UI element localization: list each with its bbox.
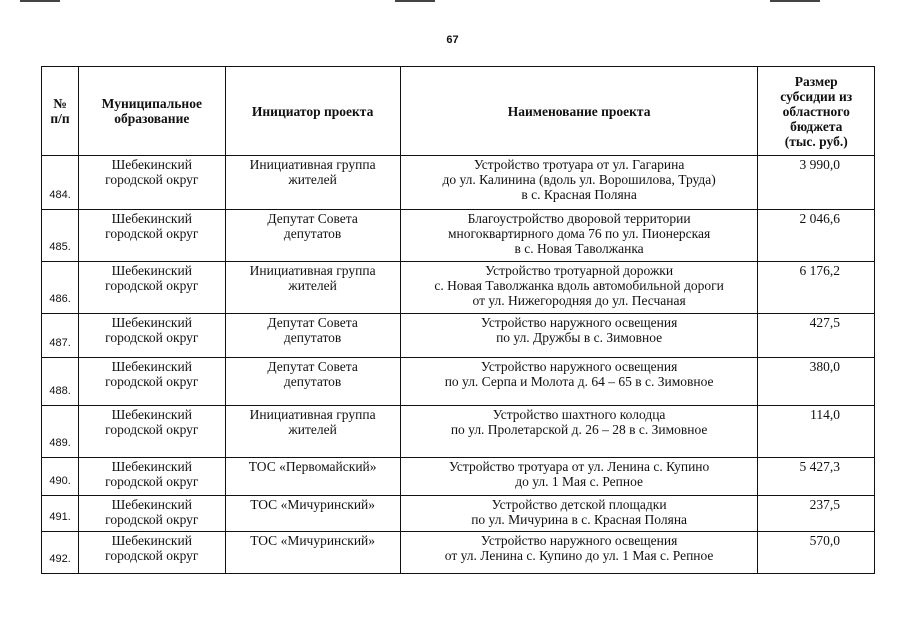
- cell-project: [400, 314, 758, 358]
- cell-municipality: [79, 210, 225, 262]
- cell-municipality: [79, 496, 225, 532]
- cell-municipality: [79, 314, 225, 358]
- cell-subsidy-amount: 5 427,3: [758, 458, 875, 496]
- cell-initiator: [225, 406, 400, 458]
- text-line: Шебекинский: [111, 407, 192, 422]
- text-line: Благоустройство дворовой территории: [467, 211, 691, 226]
- header-subsidy: [758, 67, 875, 156]
- cell-subsidy-amount: 380,0: [758, 358, 875, 406]
- text-line: городской округ: [105, 548, 199, 563]
- text-line: городской округ: [105, 226, 199, 241]
- text-line: городской округ: [105, 278, 199, 293]
- text-line: до ул. 1 Мая с. Репное: [515, 474, 643, 489]
- cell-project: [400, 262, 758, 314]
- scan-edge-mid: [395, 0, 435, 2]
- text-line: №: [53, 96, 67, 111]
- cell-subsidy-amount: 114,0: [758, 406, 875, 458]
- text-line: Инициатор проекта: [251, 103, 374, 119]
- cell-subsidy-amount: 427,5: [758, 314, 875, 358]
- text-line: депутатов: [283, 374, 342, 389]
- text-line: Устройство тротуара от ул. Гагарина: [473, 157, 685, 172]
- text-line: от ул. Нижегородняя до ул. Песчаная: [472, 293, 686, 308]
- cell-project: [400, 156, 758, 210]
- text-line: Инициативная группа: [249, 263, 376, 278]
- cell-municipality: [79, 406, 225, 458]
- cell-initiator: [225, 156, 400, 210]
- text-line: бюджета: [790, 118, 843, 134]
- text-line: жителей: [288, 172, 337, 187]
- header-initiator: [225, 67, 400, 156]
- table-row: [42, 496, 875, 532]
- text-line: городской округ: [105, 330, 199, 345]
- text-line: Депутат Совета: [267, 359, 358, 374]
- text-line: до ул. Калинина (вдоль ул. Ворошилова, Труда): [442, 172, 716, 187]
- row-number: 491.: [42, 496, 79, 532]
- table-header: [42, 67, 875, 156]
- cell-initiator: [225, 314, 400, 358]
- text-line: городской округ: [105, 512, 199, 527]
- table-row: [42, 532, 875, 574]
- text-line: Устройство тротуарной дорожки: [485, 263, 674, 278]
- text-line: депутатов: [283, 226, 342, 241]
- cell-project: [400, 496, 758, 532]
- row-number: 489.: [42, 406, 79, 458]
- cell-municipality: [79, 358, 225, 406]
- text-line: Устройство наружного освещения: [480, 315, 678, 330]
- text-line: ТОС «Первомайский»: [248, 459, 377, 474]
- text-line: по ул. Мичурина в с. Красная Поляна: [471, 512, 688, 527]
- cell-subsidy-amount: 237,5: [758, 496, 875, 532]
- table-row: [42, 314, 875, 358]
- text-line: Устройство тротуара от ул. Ленина с. Купино: [448, 459, 710, 474]
- text-line: в с. Красная Поляна: [521, 187, 637, 202]
- text-line: Шебекинский: [111, 157, 192, 172]
- text-line: Устройство наружного освещения: [480, 359, 678, 374]
- row-number: 488.: [42, 358, 79, 406]
- row-number: 492.: [42, 532, 79, 574]
- text-line: п/п: [50, 111, 70, 126]
- header-municipality: [79, 67, 225, 156]
- text-line: Размер: [794, 73, 838, 89]
- table-row: [42, 210, 875, 262]
- subsidy-table: [41, 66, 875, 574]
- text-line: Устройство наружного освещения: [480, 533, 678, 548]
- row-number: 485.: [42, 210, 79, 262]
- text-line: от ул. Ленина с. Купино до ул. 1 Мая с. Репное: [444, 548, 714, 563]
- text-line: Инициативная группа: [249, 407, 376, 422]
- text-line: ТОС «Мичуринский»: [250, 497, 376, 512]
- text-line: Устройство шахтного колодца: [492, 407, 666, 422]
- text-line: городской округ: [105, 422, 199, 437]
- row-number: 484.: [42, 156, 79, 210]
- cell-initiator: [225, 210, 400, 262]
- cell-subsidy-amount: 2 046,6: [758, 210, 875, 262]
- text-line: Шебекинский: [111, 359, 192, 374]
- text-line: многоквартирного дома 76 по ул. Пионерская: [447, 226, 711, 241]
- text-line: по ул. Дружбы в с. Зимовное: [496, 330, 663, 345]
- text-line: Шебекинский: [111, 459, 192, 474]
- cell-initiator: [225, 458, 400, 496]
- cell-project: [400, 458, 758, 496]
- table-row: [42, 156, 875, 210]
- cell-subsidy-amount: 6 176,2: [758, 262, 875, 314]
- header-project: [400, 67, 758, 156]
- cell-municipality: [79, 532, 225, 574]
- text-line: Депутат Совета: [267, 315, 358, 330]
- text-line: областного: [782, 103, 850, 119]
- text-line: Депутат Совета: [267, 211, 358, 226]
- text-line: городской округ: [105, 474, 199, 489]
- page-number: 67: [446, 34, 459, 46]
- table-row: [42, 406, 875, 458]
- table-body: [42, 156, 875, 574]
- cell-subsidy-amount: 3 990,0: [758, 156, 875, 210]
- cell-subsidy-amount: 570,0: [758, 532, 875, 574]
- text-line: по ул. Серпа и Молота д. 64 – 65 в с. Зимовное: [444, 374, 714, 389]
- row-number: 490.: [42, 458, 79, 496]
- cell-project: [400, 406, 758, 458]
- cell-project: [400, 210, 758, 262]
- cell-initiator: [225, 358, 400, 406]
- text-line: (тыс. руб.): [784, 133, 848, 149]
- table-row: [42, 358, 875, 406]
- table-row: [42, 458, 875, 496]
- text-line: в с. Новая Таволжанка: [514, 241, 644, 256]
- cell-municipality: [79, 458, 225, 496]
- text-line: Наименование проекта: [507, 103, 651, 119]
- text-line: депутатов: [283, 330, 342, 345]
- cell-initiator: [225, 532, 400, 574]
- text-line: Шебекинский: [111, 263, 192, 278]
- text-line: Инициативная группа: [249, 157, 376, 172]
- text-line: городской округ: [105, 374, 199, 389]
- row-number: 487.: [42, 314, 79, 358]
- text-line: Шебекинский: [111, 211, 192, 226]
- row-number: 486.: [42, 262, 79, 314]
- cell-project: [400, 532, 758, 574]
- scan-edge-left: [20, 0, 60, 2]
- text-line: ТОС «Мичуринский»: [250, 533, 376, 548]
- text-line: городской округ: [105, 172, 199, 187]
- cell-initiator: [225, 496, 400, 532]
- text-line: Шебекинский: [111, 315, 192, 330]
- scan-edge-right: [770, 0, 820, 2]
- cell-municipality: [79, 262, 225, 314]
- cell-initiator: [225, 262, 400, 314]
- cell-project: [400, 358, 758, 406]
- text-line: Устройство детской площадки: [491, 497, 667, 512]
- text-line: субсидии из: [780, 88, 853, 104]
- text-line: с. Новая Таволжанка вдоль автомобильной дороги: [434, 278, 724, 293]
- text-line: Шебекинский: [111, 533, 192, 548]
- text-line: жителей: [288, 278, 337, 293]
- header-num: [42, 67, 79, 156]
- cell-municipality: [79, 156, 225, 210]
- text-line: Шебекинский: [111, 497, 192, 512]
- text-line: жителей: [288, 422, 337, 437]
- text-line: Муниципальное: [101, 96, 202, 111]
- text-line: по ул. Пролетарской д. 26 – 28 в с. Зимовное: [450, 422, 708, 437]
- table-row: [42, 262, 875, 314]
- text-line: образование: [114, 111, 190, 126]
